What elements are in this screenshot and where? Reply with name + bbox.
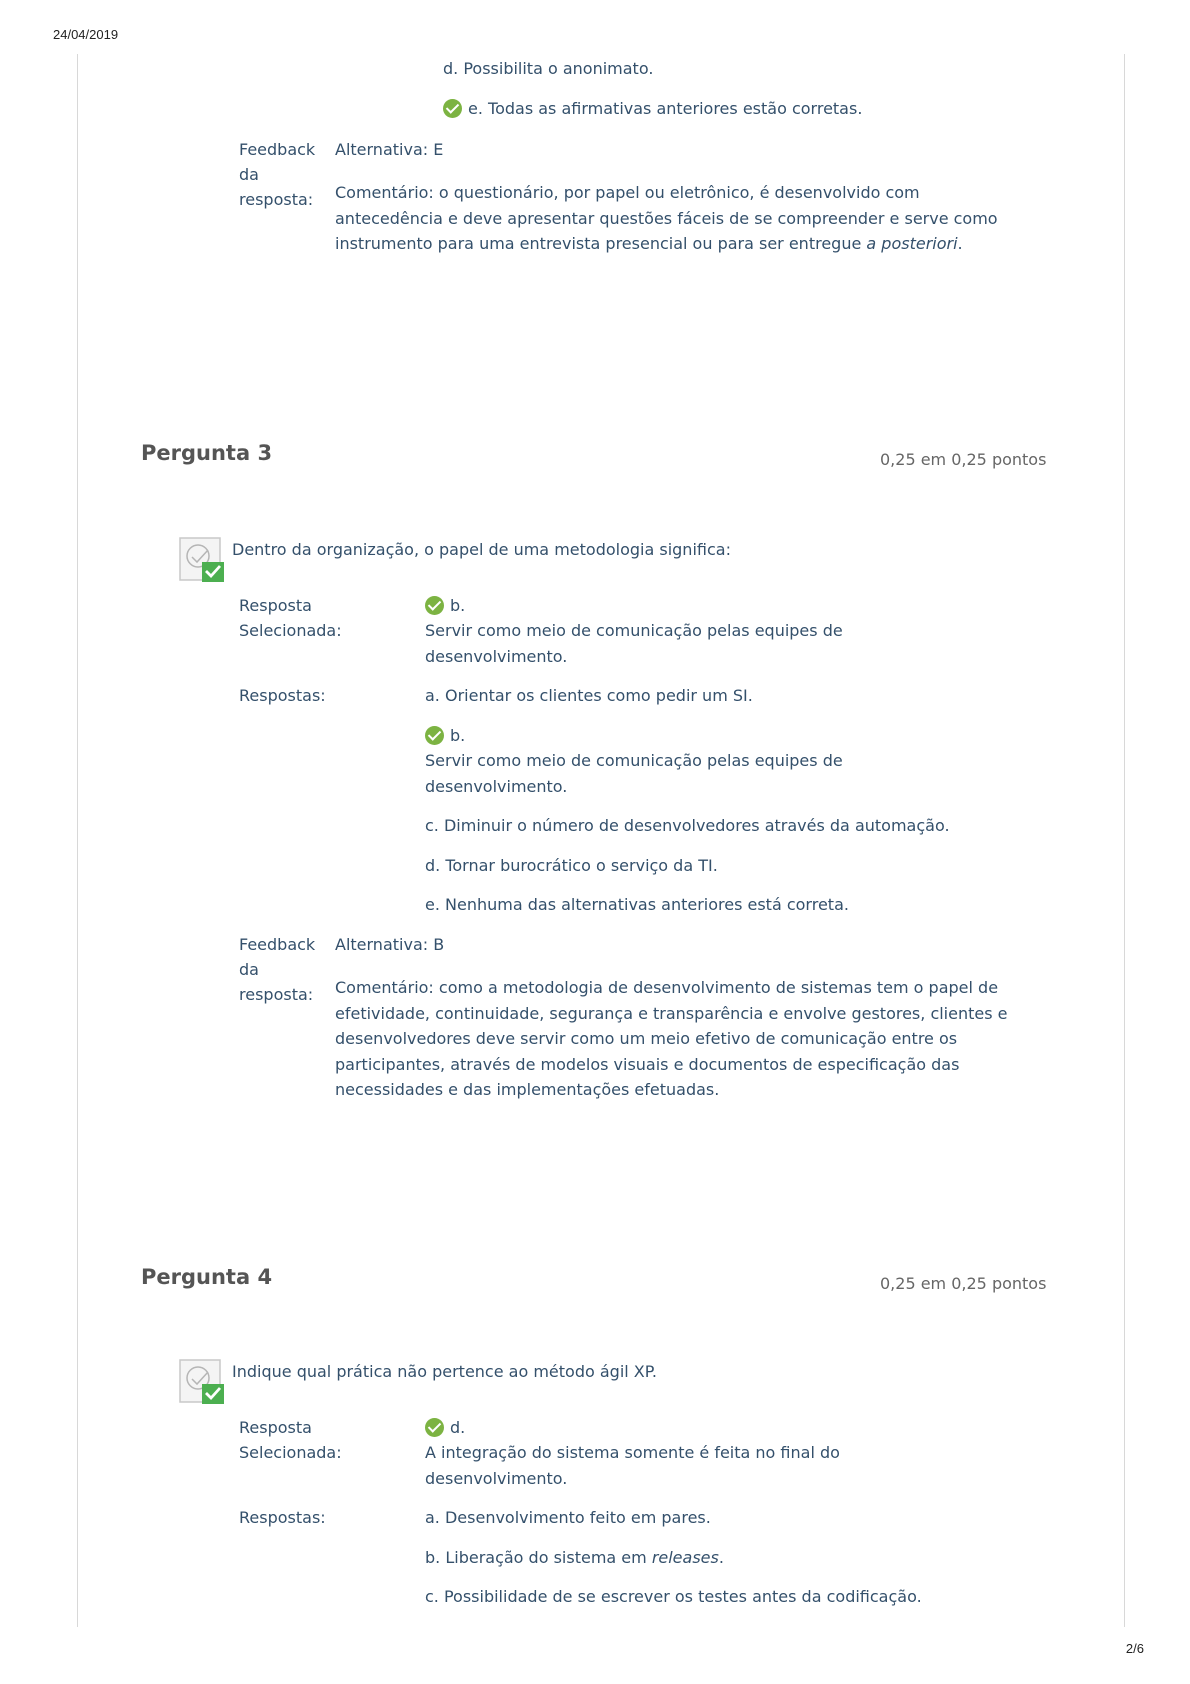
- q4-selected-label-1: Resposta: [239, 1418, 312, 1437]
- q4-selected-text: A integração do sistema somente é feita no final do desenvolvimento.: [425, 1443, 840, 1488]
- q3-feedback-comment: Comentário: como a metodologia de desenvolvimento de sistemas tem o papel de efetividade, continuidade, segurança e transparência e envolve gestores, clientes e desenvolvedores deve servir como um meio efetivo de comunicação entre os participantes, através de modelos visuais e documentos de especificação das necessidades e das implementações efetuadas.: [335, 978, 1008, 1099]
- q3-option-e: e. Nenhuma das alternativas anteriores está correta.: [425, 895, 849, 914]
- q3-feedback-alternative: Alternativa: B: [335, 935, 445, 954]
- q2-feedback-comment: Comentário: o questionário, por papel ou eletrônico, é desenvolvido com antecedência e deve apresentar questões fáceis de se compreender e serve como instrumento para uma entrevista presencial ou para ser entregue a posteriori.: [335, 183, 998, 253]
- correct-check-icon: [425, 1418, 444, 1437]
- correct-check-icon: [425, 726, 444, 745]
- q4-selected-label-2: Selecionada:: [239, 1443, 342, 1462]
- left-border: [77, 54, 78, 1627]
- q3-feedback-label-3: resposta:: [239, 985, 314, 1004]
- q2-feedback-label-2: da: [239, 165, 259, 184]
- q3-option-a: a. Orientar os clientes como pedir um SI.: [425, 686, 753, 705]
- graded-question-icon: [178, 1358, 226, 1406]
- q2-feedback-label-3: resposta:: [239, 190, 314, 209]
- q2-feedback-label-1: Feedback: [239, 140, 316, 159]
- q4-option-b: b. Liberação do sistema em releases.: [425, 1548, 724, 1567]
- q2-feedback-alternative: Alternativa: E: [335, 140, 444, 159]
- q3-selected-text: Servir como meio de comunicação pelas equipes de desenvolvimento.: [425, 621, 843, 666]
- right-border: [1124, 54, 1125, 1627]
- correct-check-icon: [425, 596, 444, 615]
- q3-feedback-label-1: Feedback: [239, 935, 316, 954]
- q2-option-e: e. Todas as afirmativas anteriores estão corretas.: [443, 96, 862, 122]
- q3-feedback-label-2: da: [239, 960, 259, 979]
- q3-points: 0,25 em 0,25 pontos: [880, 450, 1047, 469]
- q4-option-c: c. Possibilidade de se escrever os testes antes da codificação.: [425, 1587, 922, 1606]
- q3-option-b-letter: b.: [425, 723, 465, 749]
- graded-question-icon: [178, 536, 226, 584]
- q3-title: Pergunta 3: [141, 441, 273, 465]
- q3-selected-label-2: Selecionada:: [239, 621, 342, 640]
- q3-option-b-text: Servir como meio de comunicação pelas equipes de desenvolvimento.: [425, 751, 843, 796]
- q4-points: 0,25 em 0,25 pontos: [880, 1274, 1047, 1293]
- q3-selected-letter: b.: [425, 593, 465, 619]
- q3-option-d: d. Tornar burocrático o serviço da TI.: [425, 856, 718, 875]
- q4-option-a: a. Desenvolvimento feito em pares.: [425, 1508, 711, 1527]
- correct-check-icon: [443, 99, 462, 118]
- q3-question-text: Dentro da organização, o papel de uma metodologia significa:: [232, 540, 731, 559]
- q4-question-text: Indique qual prática não pertence ao método ágil XP.: [232, 1362, 657, 1381]
- page-number: 2/6: [1125, 1641, 1144, 1656]
- q4-selected-letter: d.: [425, 1415, 465, 1441]
- q4-answers-label: Respostas:: [239, 1508, 326, 1527]
- print-date: 24/04/2019: [53, 27, 119, 42]
- q3-selected-label-1: Resposta: [239, 596, 312, 615]
- q2-option-d: d. Possibilita o anonimato.: [443, 59, 654, 78]
- q3-option-c: c. Diminuir o número de desenvolvedores através da automação.: [425, 816, 950, 835]
- q4-title: Pergunta 4: [141, 1265, 273, 1289]
- q3-answers-label: Respostas:: [239, 686, 326, 705]
